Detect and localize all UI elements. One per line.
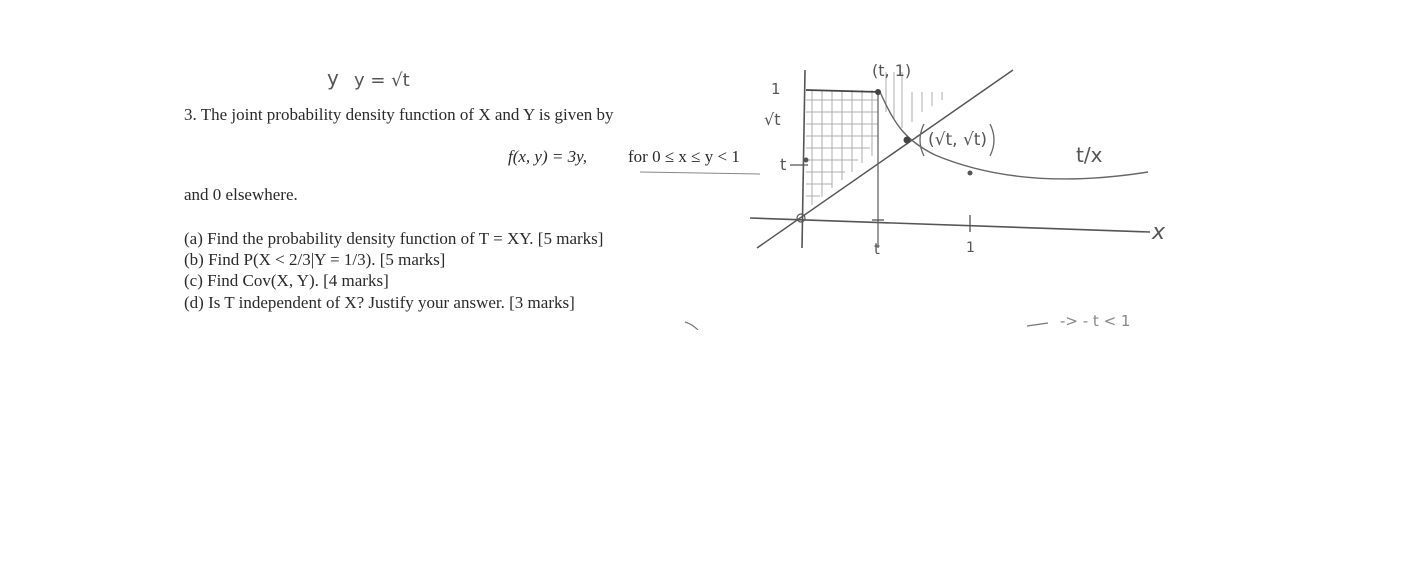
x-axis-label-hand: x — [1152, 220, 1166, 245]
pdf-condition: for 0 ≤ x ≤ y < 1 — [628, 147, 740, 166]
part-b: (b) Find P(X < 2/3|Y = 1/3). [5 marks] — [184, 250, 446, 269]
tick-one-y: 1 — [771, 80, 781, 98]
x-axis — [750, 218, 1150, 232]
line-label-hand: y = √t — [354, 70, 410, 91]
top-boundary — [806, 90, 880, 92]
part-c: (c) Find Cov(X, Y). [4 marks] — [184, 271, 389, 290]
elsewhere-text: and 0 elsewhere. — [184, 185, 298, 204]
point-mid-label: (√t, √t) — [928, 130, 988, 150]
problem-intro: 3. The joint probability density function of X and Y is given by — [184, 105, 614, 124]
tick-one-x: 1 — [966, 240, 975, 256]
point-on-curve — [968, 171, 973, 176]
point-sqrt-t — [904, 137, 911, 144]
part-d: (d) Is T independent of X? Justify your answer. [3 marks] — [184, 293, 575, 312]
curve-label: t/x — [1076, 143, 1103, 167]
point-t-1 — [875, 89, 881, 95]
bottom-fragment: -> - t < 1 — [1060, 312, 1131, 330]
diagonal-line — [757, 70, 1013, 248]
tick-t-x: t — [874, 240, 880, 258]
part-a: (a) Find the probability density function of T = XY. [5 marks] — [184, 229, 604, 248]
y-axis-label-hand: y — [327, 66, 339, 90]
point-top-label: (t, 1) — [872, 61, 912, 80]
tick-t-y: t — [780, 155, 787, 174]
tick-sqrt-t: √t — [764, 110, 781, 129]
pdf-formula: f(x, y) = 3y, — [508, 147, 587, 166]
